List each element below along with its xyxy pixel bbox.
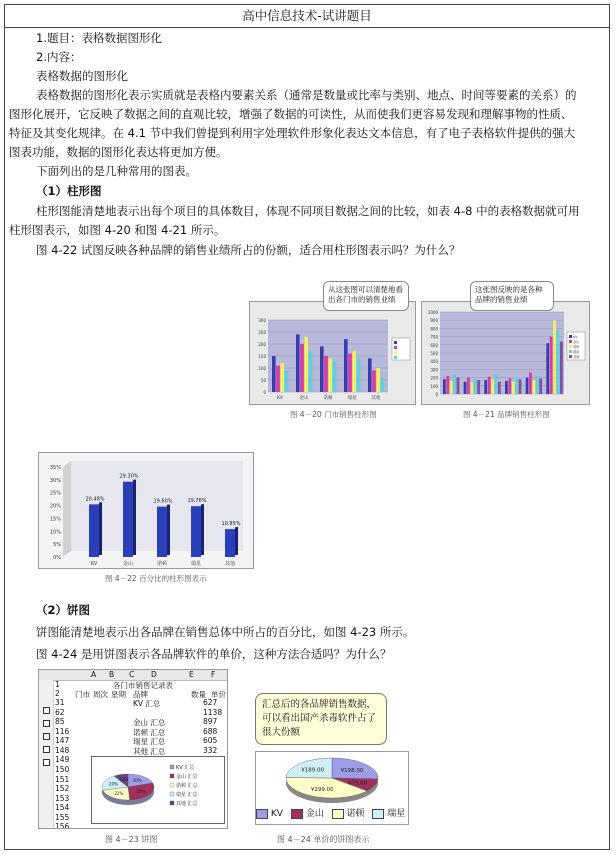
paragraph-line: 表格数据的图形化表示实质就是表格内要素关系（通常是数量或比率与类别、地点、时间等要素的关系）的 — [36, 88, 577, 102]
caption-4-22: 图 4－22 百分比的柱形图表示 — [105, 574, 207, 583]
pie-chart-4-23 — [92, 757, 222, 821]
bar — [324, 356, 328, 392]
pie-label: 22% — [114, 790, 124, 796]
y-tick-label: 10% — [49, 529, 61, 536]
legend-label: 其他 汇总 — [176, 801, 198, 807]
bar-side — [235, 527, 238, 555]
data-label: 20.48% — [85, 496, 105, 503]
legend-swatch — [394, 341, 397, 344]
bar — [477, 380, 480, 394]
subsection-pie-title: （2）饼图 — [36, 603, 91, 617]
y-tick-label: 200 — [430, 375, 438, 381]
callout-4-21: 这张图反映的是各种品牌的销售业绩 — [470, 281, 554, 311]
bar — [300, 344, 304, 392]
bar — [328, 358, 332, 392]
y-tick-label: 800 — [430, 326, 438, 332]
col-d: D — [151, 670, 157, 679]
y-tick-label: 1000 — [427, 310, 438, 315]
bar — [519, 379, 522, 394]
legend-label: 瑞星 — [387, 809, 406, 819]
y-tick-label: 700 — [430, 334, 438, 340]
pie-label: 20% — [109, 781, 118, 787]
row-number: 150 — [55, 765, 70, 774]
y-tick-label: 50 — [260, 378, 266, 383]
x-tick-label: 瑞星 — [190, 561, 202, 567]
bar-chart-4-22 — [39, 453, 253, 568]
pie-data-label: ¥198.00 — [340, 767, 364, 774]
section-title: 表格数据的图形化 — [36, 69, 128, 83]
bar — [357, 358, 361, 392]
row-number: 156 — [55, 822, 70, 829]
row-number: 147 — [55, 736, 70, 745]
bar — [550, 337, 553, 394]
bar — [484, 380, 487, 394]
legend-label: 其他 — [573, 355, 580, 359]
bar — [553, 320, 556, 394]
bar — [498, 382, 501, 394]
pie-label: 20% — [132, 778, 142, 784]
legend-label: 诺顿 汇总 — [176, 783, 198, 789]
bar — [450, 381, 453, 394]
row-number: 154 — [55, 803, 70, 812]
legend-label: KV — [270, 809, 283, 819]
y-tick-label: 0% — [53, 555, 61, 561]
col-header: 周次 — [93, 690, 108, 699]
bar-side — [201, 504, 204, 555]
content-label: 2.内容： — [36, 50, 82, 64]
row-number: 62 — [55, 707, 65, 717]
bar — [191, 506, 201, 557]
bar — [304, 337, 308, 392]
legend-swatch — [569, 350, 572, 353]
outline-toggle[interactable] — [43, 707, 50, 714]
legend-swatch — [569, 345, 572, 348]
pie-label: 29% — [136, 788, 146, 794]
legend-label: 金山 — [573, 340, 580, 344]
brand-cell: 诺顿 汇总 — [133, 727, 166, 737]
bar — [368, 358, 372, 392]
brand-cell: 瑞星 汇总 — [133, 737, 166, 746]
row-number: 148 — [55, 745, 70, 755]
bar — [348, 354, 352, 392]
sheet-title: 各门市销售记录表 — [113, 681, 173, 690]
pie-data-label: ¥299.00 — [310, 787, 334, 794]
bar — [276, 366, 280, 392]
bar — [296, 334, 300, 392]
bar — [557, 330, 560, 394]
col-header: 数量 — [191, 690, 206, 699]
qty-cell: 897 — [203, 717, 218, 726]
x-tick-label: 其他 — [224, 561, 236, 567]
bar — [453, 374, 456, 394]
caption-4-21: 图 4－21 品牌销售柱形图 — [463, 410, 550, 419]
bar — [352, 351, 356, 392]
question-line: 图 4-24 是用饼图表示各品牌软件的单价，这种方法合适吗？为什么？ — [36, 647, 392, 661]
data-label: 29.30% — [119, 473, 139, 480]
bar — [505, 381, 508, 394]
y-tick-label: 500 — [430, 351, 438, 356]
row-number: 1 — [55, 680, 60, 689]
embedded-pie-chart[interactable] — [91, 756, 225, 824]
legend-swatch — [256, 809, 268, 819]
legend-4-24 — [256, 806, 405, 819]
page-header: 高中信息技术-试讲题目 — [5, 5, 609, 28]
bar — [546, 343, 549, 394]
col-b: B — [109, 670, 115, 679]
row-number: 31 — [55, 698, 65, 707]
y-tick-label: 400 — [430, 359, 438, 365]
legend-swatch — [569, 355, 572, 358]
bar — [536, 376, 539, 394]
bar — [495, 375, 498, 394]
row-number: 151 — [55, 774, 70, 784]
y-tick-label: 15% — [49, 516, 61, 523]
qty-cell: 1138 — [203, 707, 223, 717]
bar — [512, 382, 515, 394]
subsection-bar-title: （1）柱形图 — [36, 184, 102, 198]
legend-label: KV 汇总 — [176, 765, 195, 771]
bar — [320, 346, 324, 392]
col-header: 单价 — [211, 690, 226, 699]
bar — [470, 383, 473, 394]
row-number: 149 — [55, 755, 70, 764]
bar-side — [167, 505, 170, 555]
paragraph-line: 图形化展开，它反映了数据之间的直观比较，增强了数据的可读性，从而使我们更容易发现和理解事物的性质、 — [9, 107, 573, 121]
side-wall — [63, 461, 71, 557]
y-tick-label: 100 — [258, 366, 266, 371]
paragraph-line: 柱形图能清楚地表示出每个项目的具体数目，体现不同项目数据之间的比较，如表 4-8 中的表格数据就可用 — [36, 204, 580, 218]
row-number: 85 — [55, 717, 65, 726]
legend-swatch — [170, 792, 174, 796]
document-page — [4, 4, 610, 850]
bar-chart-4-21 — [422, 302, 589, 404]
legend-swatch — [372, 809, 384, 819]
bar — [457, 378, 460, 394]
qty-cell: 688 — [203, 726, 218, 736]
legend-swatch — [569, 340, 572, 343]
legend-label: 瑞星 — [573, 350, 580, 354]
callout-4-24: 汇总后的各品牌销售数据，可以看出国产杀毒软件占了很大份额 — [255, 693, 387, 745]
y-tick-label: 20% — [49, 503, 61, 510]
bar — [225, 529, 235, 557]
legend-swatch — [170, 765, 174, 769]
bar — [372, 370, 376, 392]
pie-label: 11% — [119, 777, 129, 783]
y-tick-label: 30% — [49, 477, 61, 484]
bar — [464, 382, 467, 394]
bar — [532, 380, 535, 394]
legend-swatch — [394, 351, 397, 354]
x-tick-label: 其他 — [371, 396, 381, 401]
caption-4-20: 图 4－20 门市销售柱形图 — [290, 410, 377, 419]
legend-label: 瑞星 汇总 — [176, 792, 198, 798]
qty-cell: 627 — [203, 698, 218, 707]
x-tick-label: 瑞星 — [347, 396, 357, 401]
x-tick-label: 诺顿 — [156, 561, 168, 567]
x-tick-label: 诺顿 — [323, 396, 333, 401]
outline-gutter — [39, 680, 54, 829]
bar — [529, 373, 532, 394]
legend-label: KV — [573, 335, 578, 339]
y-tick-label: 300 — [430, 367, 438, 373]
question-line: 图 4-22 试图反映各种品牌的销售业绩所占的份额，适合用柱形图表示吗？为什么？ — [36, 243, 461, 257]
paragraph-line: 柱形图表示，如图 4-20 和图 4-21 所示。 — [9, 223, 226, 237]
qty-cell: 332 — [203, 745, 218, 755]
bar — [344, 339, 348, 392]
y-tick-label: 900 — [430, 318, 438, 324]
caption-4-23: 图 4－23 饼图 — [105, 835, 158, 844]
legend-swatch — [170, 783, 174, 787]
outline-toggle[interactable] — [43, 759, 50, 766]
figure-4-21 — [421, 301, 590, 405]
x-tick-label: 金山 — [299, 396, 309, 401]
y-tick-label: 0 — [435, 392, 438, 397]
bar — [280, 363, 284, 392]
legend-label: 金山 汇总 — [176, 774, 198, 780]
qty-cell: 605 — [203, 736, 218, 745]
legend-label: 诺顿 — [573, 345, 580, 349]
caption-4-24: 图 4－24 单价的饼图表示 — [277, 835, 370, 844]
data-label: 19.76% — [187, 498, 207, 505]
legend-swatch — [291, 809, 303, 819]
y-tick-label: 200 — [258, 342, 266, 347]
bar — [467, 378, 470, 394]
bar — [123, 482, 133, 557]
bar — [285, 370, 289, 392]
col-header: 门市 — [75, 690, 90, 699]
outline-toggle[interactable] — [43, 733, 50, 740]
paragraph-line: 饼图能清楚地表示出各品牌在销售总体中所占的百分比，如图 4-23 所示。 — [36, 625, 415, 639]
legend-swatch — [170, 801, 174, 805]
row-number: 152 — [55, 784, 70, 793]
paragraph-line: 下面列出的是几种常用的图表。 — [36, 164, 197, 178]
brand-cell: 其他 汇总 — [133, 746, 166, 756]
legend-label: 诺顿 — [346, 809, 365, 819]
y-tick-label: 150 — [258, 354, 266, 359]
bar — [491, 379, 494, 394]
legend-swatch — [569, 335, 572, 338]
y-tick-label: 250 — [258, 330, 266, 335]
outline-toggle[interactable] — [43, 746, 50, 753]
row-number: 153 — [55, 793, 70, 803]
bar — [515, 377, 518, 394]
y-tick-label: 35% — [49, 465, 61, 471]
data-label: 19.60% — [153, 498, 173, 505]
legend-swatch — [394, 346, 397, 349]
bar — [272, 356, 276, 392]
paragraph-line: 特征及其变化规律。在 4.1 节中我们曾提到利用字处理软件形象化表达文本信息，有了电子表格软件提供的强大 — [9, 126, 576, 140]
data-label: 10.85% — [221, 521, 241, 528]
legend-swatch — [170, 774, 174, 778]
row-number: 155 — [55, 812, 70, 822]
col-header: 星期 — [111, 690, 126, 699]
bar — [488, 377, 491, 394]
pie-data-label: ¥79.00 — [348, 780, 368, 787]
y-tick-label: 300 — [258, 318, 266, 323]
y-tick-label: 5% — [53, 542, 61, 549]
bar — [526, 378, 529, 394]
bar-side — [133, 480, 136, 555]
bar — [474, 378, 477, 394]
bar — [89, 504, 99, 557]
bar — [539, 378, 542, 394]
callout-4-20: 从这张图可以清楚地看出各门市的销售业绩 — [323, 281, 409, 311]
col-e: E — [189, 670, 194, 679]
legend-swatch — [394, 356, 397, 359]
paragraph-line: 图表功能，数据的图形化表达将更加方便。 — [9, 145, 228, 159]
x-tick-label: KV — [90, 561, 98, 567]
x-tick-label: 金山 — [122, 561, 134, 567]
figure-4-22 — [38, 452, 254, 569]
bar — [508, 378, 511, 394]
figure-4-20 — [249, 301, 416, 405]
col-header: 品牌 — [133, 690, 148, 699]
brand-cell: KV 汇总 — [133, 699, 161, 708]
outline-toggle[interactable] — [43, 720, 50, 727]
col-c: C — [129, 670, 135, 679]
bar — [376, 368, 380, 392]
bar — [157, 507, 167, 557]
brand-cell: 金山 汇总 — [133, 718, 166, 727]
y-tick-label: 0 — [263, 390, 266, 395]
legend-label: 金山 — [305, 809, 324, 819]
y-tick-label: 600 — [430, 342, 438, 348]
bar-side — [99, 502, 102, 555]
topic-line: 1.题目：表格数据图形化 — [36, 31, 162, 45]
row-number: 2 — [55, 689, 60, 698]
row-number: 116 — [55, 726, 70, 736]
pie-data-label: ¥189.00 — [301, 767, 325, 774]
bar — [381, 378, 385, 392]
bar — [333, 361, 337, 392]
y-tick-label: 100 — [430, 383, 438, 389]
bar — [309, 351, 313, 392]
bar — [560, 342, 563, 394]
col-f: F — [211, 670, 216, 679]
y-tick-label: 25% — [49, 490, 61, 497]
bar — [446, 376, 449, 394]
x-tick-label: KV — [276, 396, 284, 401]
bar-chart-4-20 — [250, 302, 415, 404]
spreadsheet-figure-4-23 — [38, 669, 228, 829]
legend-swatch — [332, 809, 344, 819]
col-a: A — [91, 670, 97, 679]
bar — [443, 379, 446, 394]
